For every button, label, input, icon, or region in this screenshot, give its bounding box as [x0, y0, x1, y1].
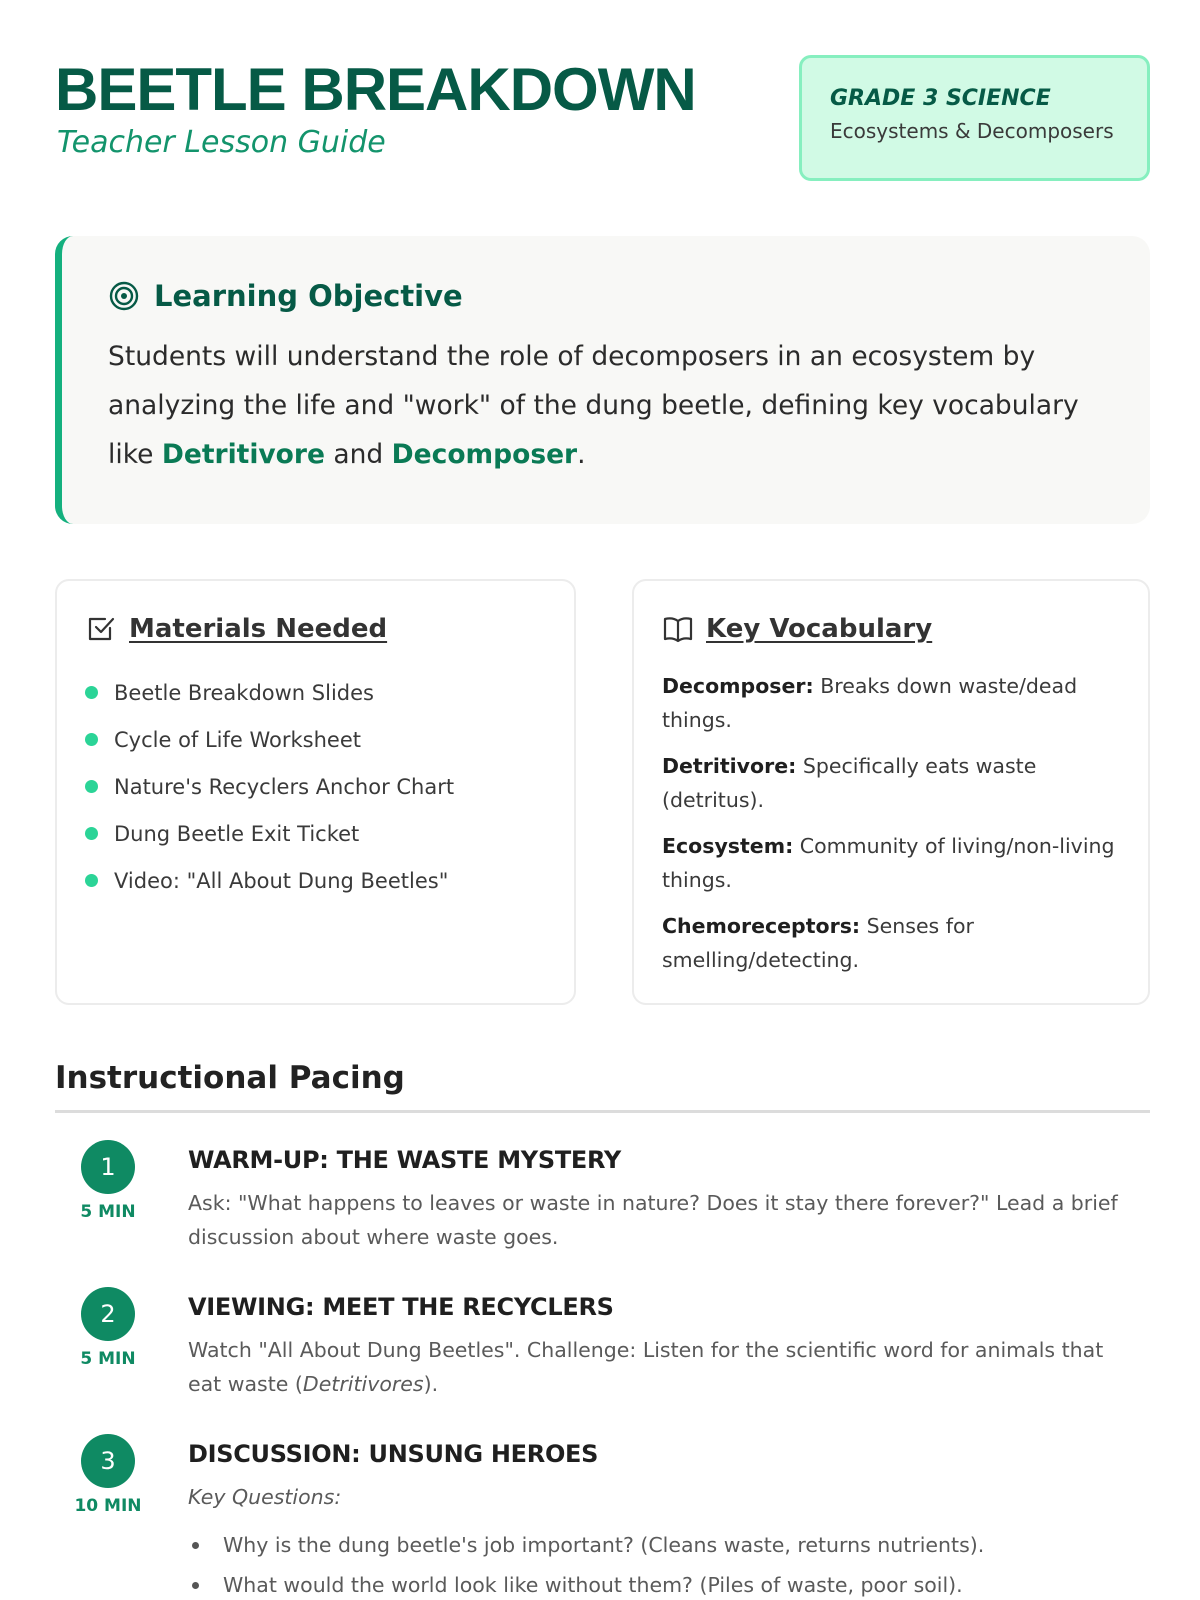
vocabulary-card — [632, 579, 1150, 1005]
step-duration: 5 MIN — [80, 1349, 136, 1369]
step-title: WARM-UP: THE WASTE MYSTERY — [188, 1146, 621, 1174]
page-title: BEETLE BREAKDOWN — [55, 56, 696, 123]
material-label: Beetle Breakdown Slides — [114, 680, 374, 705]
list-item — [662, 909, 1130, 977]
header — [55, 55, 1150, 185]
materials-card — [55, 579, 576, 1005]
step-title: DISCUSSION: UNSUNG HEROES — [188, 1440, 599, 1468]
question-text: What would the world look like without them? (Piles of waste, poor soil). — [223, 1573, 963, 1597]
step-subheading: Key Questions: — [188, 1485, 342, 1509]
step-description — [188, 1333, 1133, 1401]
step-description-end: ). — [423, 1372, 439, 1396]
materials-heading-row — [85, 609, 387, 649]
material-label: Nature's Recyclers Anchor Chart — [114, 774, 455, 799]
vocab-term: Decomposer: — [662, 674, 814, 698]
vocab-definition: Senses for smelling/detecting. — [662, 914, 974, 972]
pacing-heading: Instructional Pacing — [55, 1060, 405, 1096]
step-description-start: Watch "All About Dung Beetles". Challenge: Listen for the scientific word for animals that eat waste ( — [188, 1338, 1104, 1396]
grade-badge — [799, 55, 1150, 181]
term-detritivore: Detritivore — [161, 439, 325, 470]
objective-text-start: Students will understand the role of decomposers in an ecosystem by analyzing the life and "work" of the dung beetle, defining key vocabulary like — [108, 341, 1079, 470]
materials-list — [85, 669, 454, 904]
materials-heading: Materials Needed — [129, 614, 388, 644]
list-item — [85, 716, 454, 763]
list-item — [85, 763, 454, 810]
vocabulary-list — [662, 669, 1130, 989]
term-decomposer: Decomposer — [391, 439, 578, 470]
vocabulary-heading: Key Vocabulary — [706, 614, 933, 644]
list-item — [188, 1525, 1133, 1565]
objective-text-mid: and — [324, 439, 392, 470]
list-item — [85, 857, 454, 904]
step-duration: 5 MIN — [80, 1202, 136, 1222]
vocabulary-heading-row — [662, 609, 932, 649]
step-duration: 10 MIN — [74, 1496, 142, 1516]
objective-heading: Learning Objective — [154, 279, 463, 313]
list-item — [662, 669, 1130, 737]
step-title: VIEWING: MEET THE RECYCLERS — [188, 1293, 614, 1321]
checkbox-icon — [85, 613, 117, 645]
bullet-dot — [85, 827, 98, 840]
vocab-term: Ecosystem: — [662, 834, 794, 858]
step-question-list — [188, 1525, 1133, 1600]
list-item — [188, 1565, 1133, 1600]
step-description: Ask: "What happens to leaves or waste in nature? Does it stay there forever?" Lead a brief discussion about where waste goes. — [188, 1191, 1118, 1249]
step-number-badge: 1 — [81, 1140, 135, 1194]
bullet-dot — [85, 780, 98, 793]
list-item — [85, 810, 454, 857]
objective-text — [108, 332, 1118, 479]
list-item — [662, 829, 1130, 897]
material-label: Cycle of Life Worksheet — [114, 727, 362, 752]
bullet-dot — [192, 1542, 199, 1549]
objective-text-end: . — [577, 439, 586, 470]
step-number-badge: 2 — [81, 1287, 135, 1341]
list-item — [662, 749, 1130, 817]
vocab-definition: Breaks down waste/dead things. — [662, 674, 1078, 732]
list-item — [85, 669, 454, 716]
bullet-dot — [85, 874, 98, 887]
vocab-definition: Specifically eats waste (detritus). — [662, 754, 1037, 812]
bullet-dot — [85, 733, 98, 746]
material-label: Dung Beetle Exit Ticket — [114, 821, 360, 846]
bullet-dot — [192, 1582, 199, 1589]
material-label: Video: "All About Dung Beetles" — [114, 868, 449, 893]
open-book-icon — [662, 613, 694, 645]
vocab-term: Chemoreceptors: — [662, 914, 861, 938]
bullet-dot — [85, 686, 98, 699]
grade-topic: Ecosystems & Decomposers — [830, 119, 1114, 143]
question-text: Why is the dung beetle's job important? (Cleans waste, returns nutrients). — [223, 1533, 985, 1557]
learning-objective-card — [55, 236, 1150, 524]
step-description-term: Detritivores — [302, 1372, 424, 1396]
vocab-definition: Community of living/non-living things. — [662, 834, 1115, 892]
divider — [55, 1110, 1150, 1113]
grade-label: GRADE 3 SCIENCE — [830, 86, 1051, 111]
target-icon — [108, 280, 140, 312]
page-subtitle: Teacher Lesson Guide — [57, 125, 386, 160]
vocab-term: Detritivore: — [662, 754, 797, 778]
objective-heading-row — [108, 276, 463, 316]
step-number-badge: 3 — [81, 1434, 135, 1488]
